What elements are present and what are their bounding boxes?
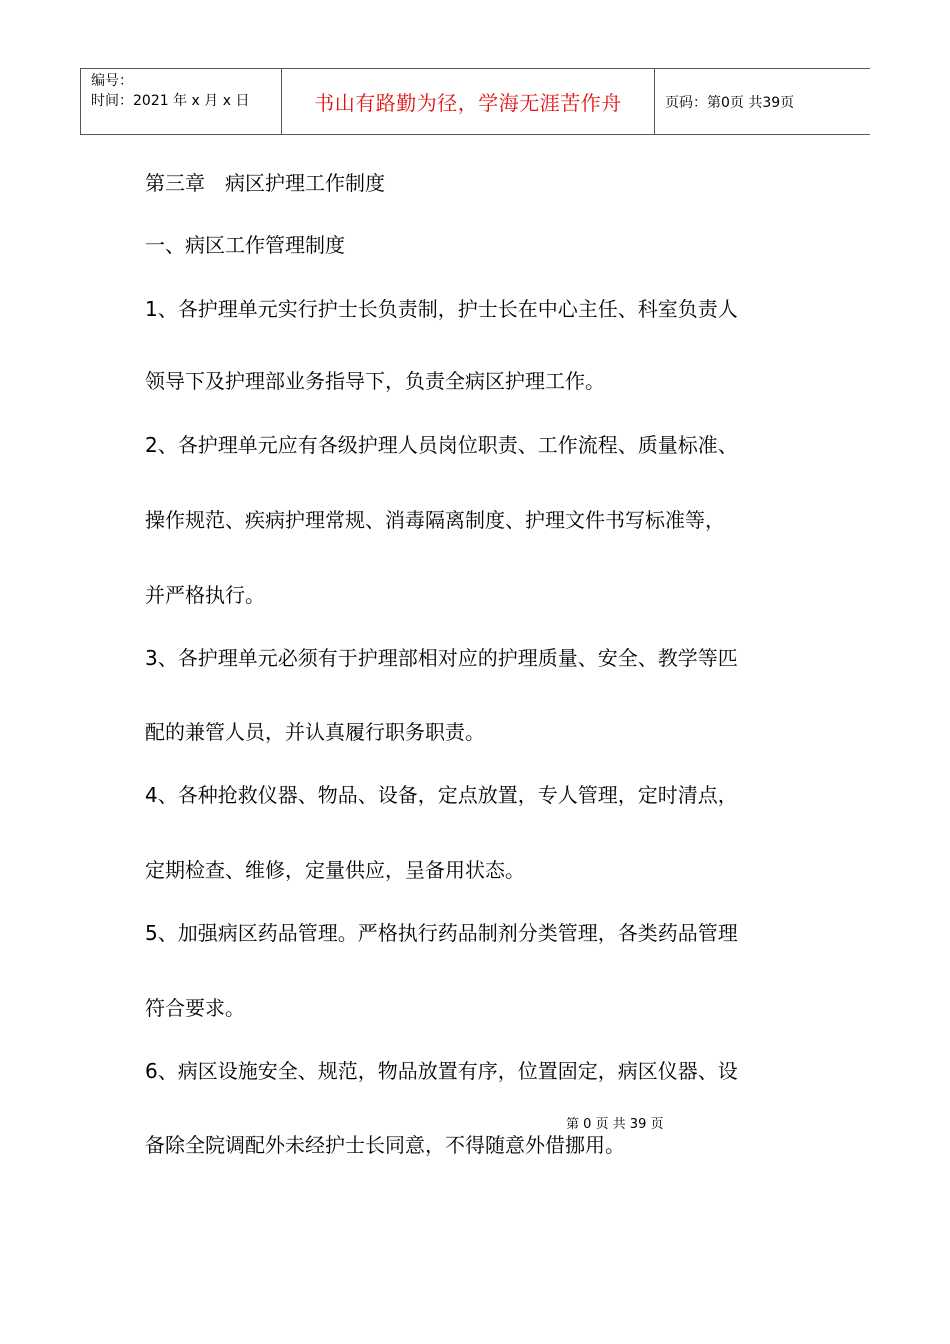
motto-text: 书山有路勤为径，学海无涯苦作舟 bbox=[314, 91, 622, 115]
header-page-info: 页码：第0页 共39页 bbox=[665, 94, 795, 111]
paragraph-line: 配的兼管人员，并认真履行职务职责。 bbox=[145, 720, 485, 744]
paragraph-line: 2、各护理单元应有各级护理人员岗位职责、工作流程、质量标准、 bbox=[145, 433, 738, 457]
header-page-cell bbox=[655, 69, 870, 134]
document-header bbox=[80, 68, 870, 135]
paragraph-line: 领导下及护理部业务指导下，负责全病区护理工作。 bbox=[145, 369, 605, 393]
date-label: 时间：2021 年 x 月 x 日 bbox=[91, 93, 250, 109]
paragraph-line: 符合要求。 bbox=[145, 996, 245, 1020]
chapter-title: 第三章 病区护理工作制度 bbox=[145, 171, 385, 195]
serial-number-label: 编号： bbox=[91, 73, 133, 89]
paragraph-line: 1、各护理单元实行护士长负责制，护士长在中心主任、科室负责人 bbox=[145, 297, 738, 321]
section-title: 一、病区工作管理制度 bbox=[145, 233, 345, 257]
paragraph-line: 3、各护理单元必须有于护理部相对应的护理质量、安全、教学等匹 bbox=[145, 646, 738, 670]
paragraph-line: 操作规范、疾病护理常规、消毒隔离制度、护理文件书写标准等， bbox=[145, 508, 725, 532]
header-motto-cell bbox=[282, 69, 655, 134]
paragraph-line: 备除全院调配外未经护士长同意，不得随意外借挪用。 bbox=[145, 1133, 625, 1157]
paragraph-line: 5、加强病区药品管理。严格执行药品制剂分类管理，各类药品管理 bbox=[145, 921, 738, 945]
header-meta-cell bbox=[81, 69, 282, 134]
footer-page-number: 第 0 页 共 39 页 bbox=[566, 1117, 664, 1132]
paragraph-line: 定期检查、维修，定量供应，呈备用状态。 bbox=[145, 858, 525, 882]
paragraph-line: 4、各种抢救仪器、物品、设备，定点放置，专人管理，定时清点， bbox=[145, 783, 738, 807]
paragraph-line: 并严格执行。 bbox=[145, 583, 265, 607]
paragraph-line: 6、病区设施安全、规范，物品放置有序，位置固定，病区仪器、设 bbox=[145, 1059, 738, 1083]
